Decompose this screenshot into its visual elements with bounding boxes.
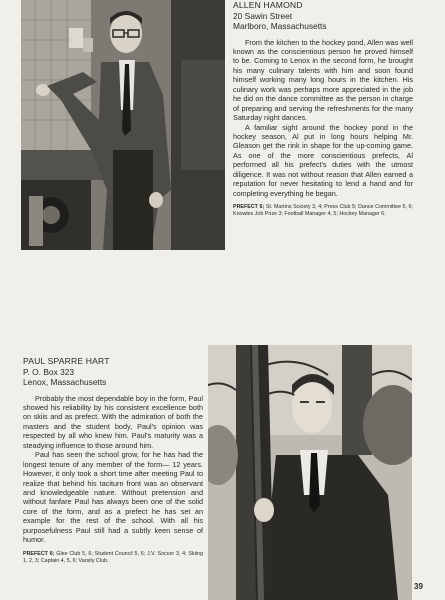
address-line: Lenox, Massachusetts [23,377,107,387]
entry-allen-hamond [233,0,413,218]
activities-text: Glee Club 5, 6; Student Council 5, 6; J.V. Soccer 3, 4; Skiing 1, 2, 3; Captain 4, 5, 6; Varsity Club. [23,550,203,564]
bio-paragraph: A familiar sight around the hockey pond in the hockey season, Al put in long hours helping Mr. Gleason get the rink in shape for the up-coming game. As one of the more conscientious prefects, Al performed all his prefect's duties with the utmost diligence. It was not without reason that Allen earned a reputation for never hesitating to lend a hand and for completing everything he began. [233,122,413,198]
biography [23,394,203,545]
bio-paragraph: Probably the most dependable boy in the form, Paul showed his reliability by his consistent excellence both on skiis and as prefect. With the admiration of both the masters and the student body, Paul's opinion was respected by all who knew him. Paul's maturity was a steadying influence to those around him. [23,393,203,450]
activities-list [23,551,203,565]
page-number: 39 [414,582,423,591]
entry-paul-sparre-hart [23,356,203,565]
student-name: ALLEN HAMOND [233,0,303,10]
allen-hamond-photo [21,0,225,250]
student-name: PAUL SPARRE HART [23,356,110,366]
activities-label: PREFECT 6; [233,204,265,211]
paul-hart-photo [208,345,412,600]
activities-label: PREFECT 6; [23,550,55,557]
address-line: 20 Sawin Street [233,10,293,21]
address-line: Marlboro, Massachusetts [233,21,327,31]
bio-paragraph: Paul has seen the school grow, for he has had the longest tenure of any member of the form— 12 years. However, it only took a short time after meeting Paul to realize that behind his taciturn front was an observant and knowledgeable nature. Without pretension and without fanfare Paul has always been one of the solid core of the form, and as a prefect he has set an example for the rest of the school. With all his purposefulness Paul still had a subtly keen sense of humor. [23,450,203,545]
biography [233,38,413,199]
activities-text: St. Martins Society 3, 4; Press Club 5; Dance Committee 5, 6; Knowles Job Prize 3; Football Manager 4, 5; Hockey Manager 6. [233,204,413,218]
address-line: P. O. Box 323 [23,366,75,377]
activities-list [233,204,413,218]
bio-paragraph: From the kitchen to the hockey pond, Allen was well known as the conscientious person he proved himself to be. Coming to Lenox in the second form, he brought his many culinary talents with him and soon found himself working many long hours in the kitchen. His culinary work was perhaps more appreciated in the job he did on the dance committee as the person in charge of preparing and serving the refreshments for the many Saturday night dances. [233,37,413,123]
